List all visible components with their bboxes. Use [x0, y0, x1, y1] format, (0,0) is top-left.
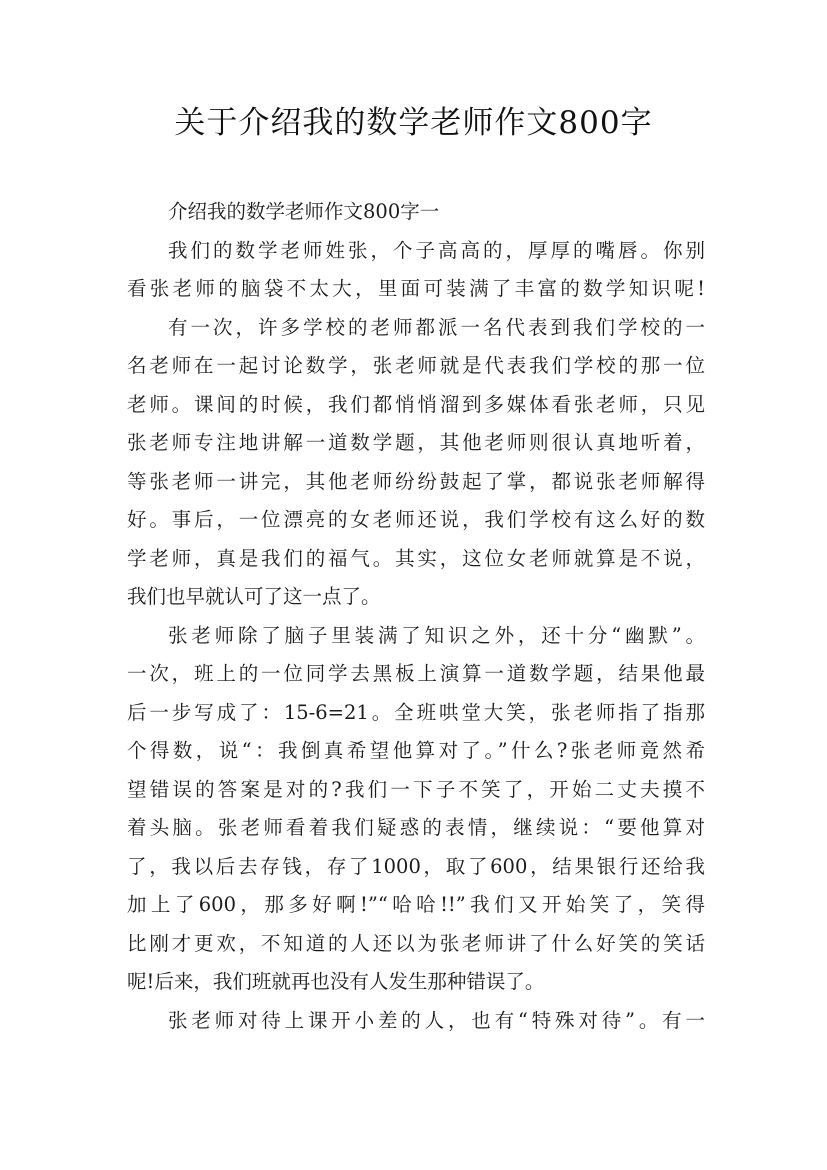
text-line: 个得数，说“：我倒真希望他算对了。”什么?张老师竟然希	[127, 739, 705, 762]
text-line: 望错误的答案是对的?我们一下子不笑了，开始二丈夫摸不	[127, 777, 705, 801]
text-line: 张老师专注地讲解一道数学题，其他老师则很认真地听着，	[127, 431, 705, 454]
text-line: 后一步写成了：15-6=21。全班哄堂大笑，张老师指了指那	[127, 700, 705, 724]
text-line: 老师。课间的时候，我们都悄悄溜到多媒体看张老师，只见	[127, 392, 705, 416]
text-line: 介绍我的数学老师作文800字一	[168, 200, 440, 223]
document-title: 关于介绍我的数学老师作文800字	[174, 105, 653, 141]
text-line: 加上了600，那多好啊!”“哈哈!!”我们又开始笑了，笑得	[127, 893, 705, 916]
text-line: 学老师，真是我们的福气。其实，这位女老师就算是不说，	[127, 546, 705, 570]
text-line: 一次，班上的一位同学去黑板上演算一道数学题，结果他最	[127, 662, 705, 685]
text-line: 张老师除了脑子里装满了知识之外，还十分“幽默”。	[168, 623, 705, 647]
text-line: 名老师在一起讨论数学，张老师就是代表我们学校的那一位	[127, 354, 705, 377]
text-line: 我们也早就认可了这一点了。	[127, 585, 381, 608]
text-line: 看张老师的脑袋不太大，里面可装满了丰富的数学知识呢!	[127, 277, 705, 300]
text-line: 好。事后，一位漂亮的女老师还说，我们学校有这么好的数	[127, 508, 705, 531]
text-line: 呢!后来，我们班就再也没有人发生那种错误了。	[127, 970, 545, 993]
text-line: 我们的数学老师姓张，个子高高的，厚厚的嘴唇。你别	[168, 238, 705, 262]
text-line: 等张老师一讲完，其他老师纷纷鼓起了掌，都说张老师解得	[127, 469, 705, 493]
text-line: 比刚才更欢，不知道的人还以为张老师讲了什么好笑的笑话	[127, 931, 705, 955]
text-line: 有一次，许多学校的老师都派一名代表到我们学校的一	[168, 315, 705, 339]
essay-body	[127, 193, 705, 1040]
text-line: 张老师对待上课开小差的人，也有“特殊对待”。有一	[168, 1008, 705, 1032]
text-line: 了，我以后去存钱，存了1000，取了600，结果银行还给我	[127, 854, 705, 878]
text-line: 着头脑。张老师看着我们疑惑的表情，继续说：“要他算对	[127, 816, 705, 839]
